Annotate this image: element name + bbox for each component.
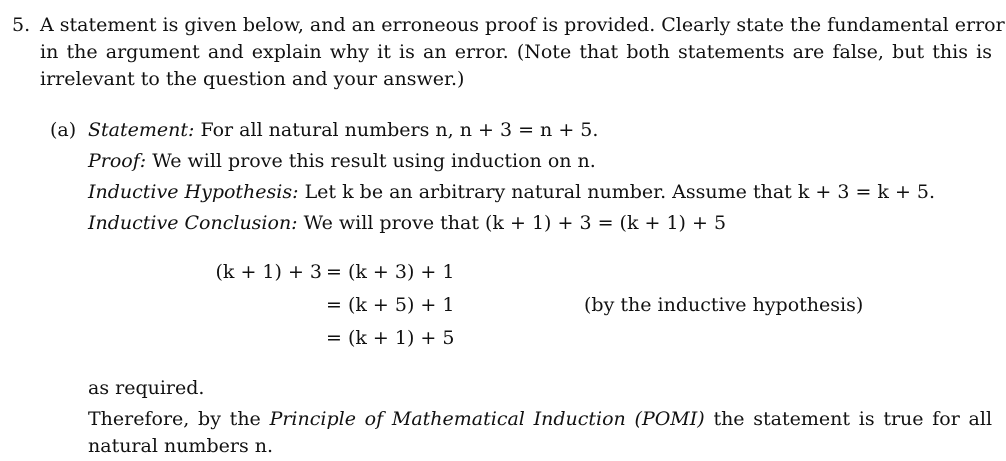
problem-number: 5. (12, 14, 31, 36)
proof-text: We will prove this result using induction on n. (152, 150, 596, 172)
statement-label: Statement: (88, 119, 195, 141)
part-a-label: (a) (50, 119, 77, 141)
principle-name: Principle of Mathematical Induction (POMI) (269, 408, 705, 430)
equation-line2-note: (by the inductive hypothesis) (584, 294, 864, 316)
conclusion-text: We will prove that (k + 1) + 3 = (k + 1) + 5 (303, 212, 727, 234)
equation-line2-rhs: = (k + 5) + 1 (326, 294, 455, 316)
conclusion-line (88, 212, 726, 234)
therefore-prefix: Therefore, by the (88, 408, 261, 430)
hypothesis-text: Let k be an arbitrary natural number. Assume that k + 3 = k + 5. (304, 181, 936, 203)
therefore-line (88, 408, 992, 430)
final-line: natural numbers n. (88, 435, 274, 457)
as-required: as required. (88, 377, 205, 399)
intro-line-1: A statement is given below, and an erroneous proof is provided. Clearly state the fundamental error (40, 14, 1005, 36)
conclusion-label: Inductive Conclusion: (88, 212, 298, 234)
proof-label: Proof: (88, 150, 147, 172)
equation-line1-rhs: = (k + 3) + 1 (326, 261, 455, 283)
equation-line1-lhs: (k + 1) + 3 (215, 261, 322, 283)
hypothesis-label: Inductive Hypothesis: (88, 181, 299, 203)
intro-line-3: irrelevant to the question and your answer.) (40, 68, 465, 90)
statement-line (88, 119, 598, 141)
hypothesis-line (88, 181, 935, 203)
equation-line3-rhs: = (k + 1) + 5 (326, 327, 455, 349)
statement-text: For all natural numbers n, n + 3 = n + 5. (200, 119, 599, 141)
proof-line (88, 150, 596, 172)
intro-line-2: in the argument and explain why it is an error. (Note that both statements are false, but this is (40, 41, 992, 63)
therefore-suffix: the statement is true for all (713, 408, 993, 430)
